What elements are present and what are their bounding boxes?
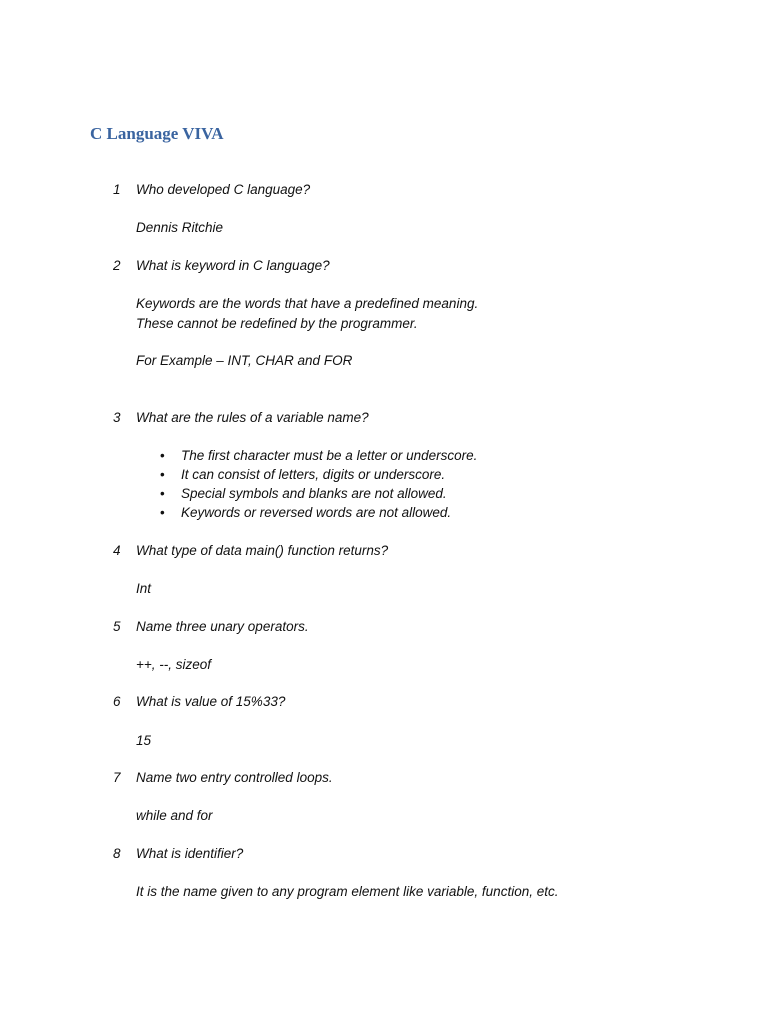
bullet-icon: •: [160, 486, 165, 501]
question-text: Name three unary operators.: [136, 619, 309, 634]
question-text: Who developed C language?: [136, 182, 311, 197]
question-number: 4: [113, 543, 121, 558]
bullet-icon: •: [160, 467, 165, 482]
answer-text: It is the name given to any program element like variable, function, etc.: [136, 884, 559, 899]
answer-text: Int: [136, 581, 152, 596]
question-number: 6: [113, 694, 121, 709]
question-number: 1: [113, 182, 121, 197]
bullet-item: The first character must be a letter or underscore.: [181, 448, 478, 463]
question-number: 8: [113, 846, 121, 861]
answer-text: while and for: [136, 808, 213, 823]
answer-text: For Example – INT, CHAR and FOR: [136, 353, 353, 368]
answer-text: ++, --, sizeof: [136, 657, 212, 672]
question-text: What are the rules of a variable name?: [136, 410, 369, 425]
answer-text: These cannot be redefined by the programmer.: [136, 316, 418, 331]
bullet-icon: •: [160, 505, 165, 520]
question-text: Name two entry controlled loops.: [136, 770, 333, 785]
question-number: 2: [113, 258, 121, 273]
question-text: What is identifier?: [136, 846, 244, 861]
answer-text: 15: [136, 733, 152, 748]
answer-text: Dennis Ritchie: [136, 220, 224, 235]
answer-text: Keywords are the words that have a predefined meaning.: [136, 296, 479, 311]
question-number: 5: [113, 619, 121, 634]
question-text: What is value of 15%33?: [136, 694, 286, 709]
question-text: What type of data main() function returns?: [136, 543, 389, 558]
question-number: 7: [113, 770, 121, 785]
bullet-item: It can consist of letters, digits or underscore.: [181, 467, 446, 482]
bullet-item: Keywords or reversed words are not allowed.: [181, 505, 452, 520]
bullet-icon: •: [160, 448, 165, 463]
bullet-item: Special symbols and blanks are not allowed.: [181, 486, 447, 501]
question-text: What is keyword in C language?: [136, 258, 330, 273]
question-number: 3: [113, 410, 121, 425]
page-title: C Language VIVA: [90, 124, 224, 143]
